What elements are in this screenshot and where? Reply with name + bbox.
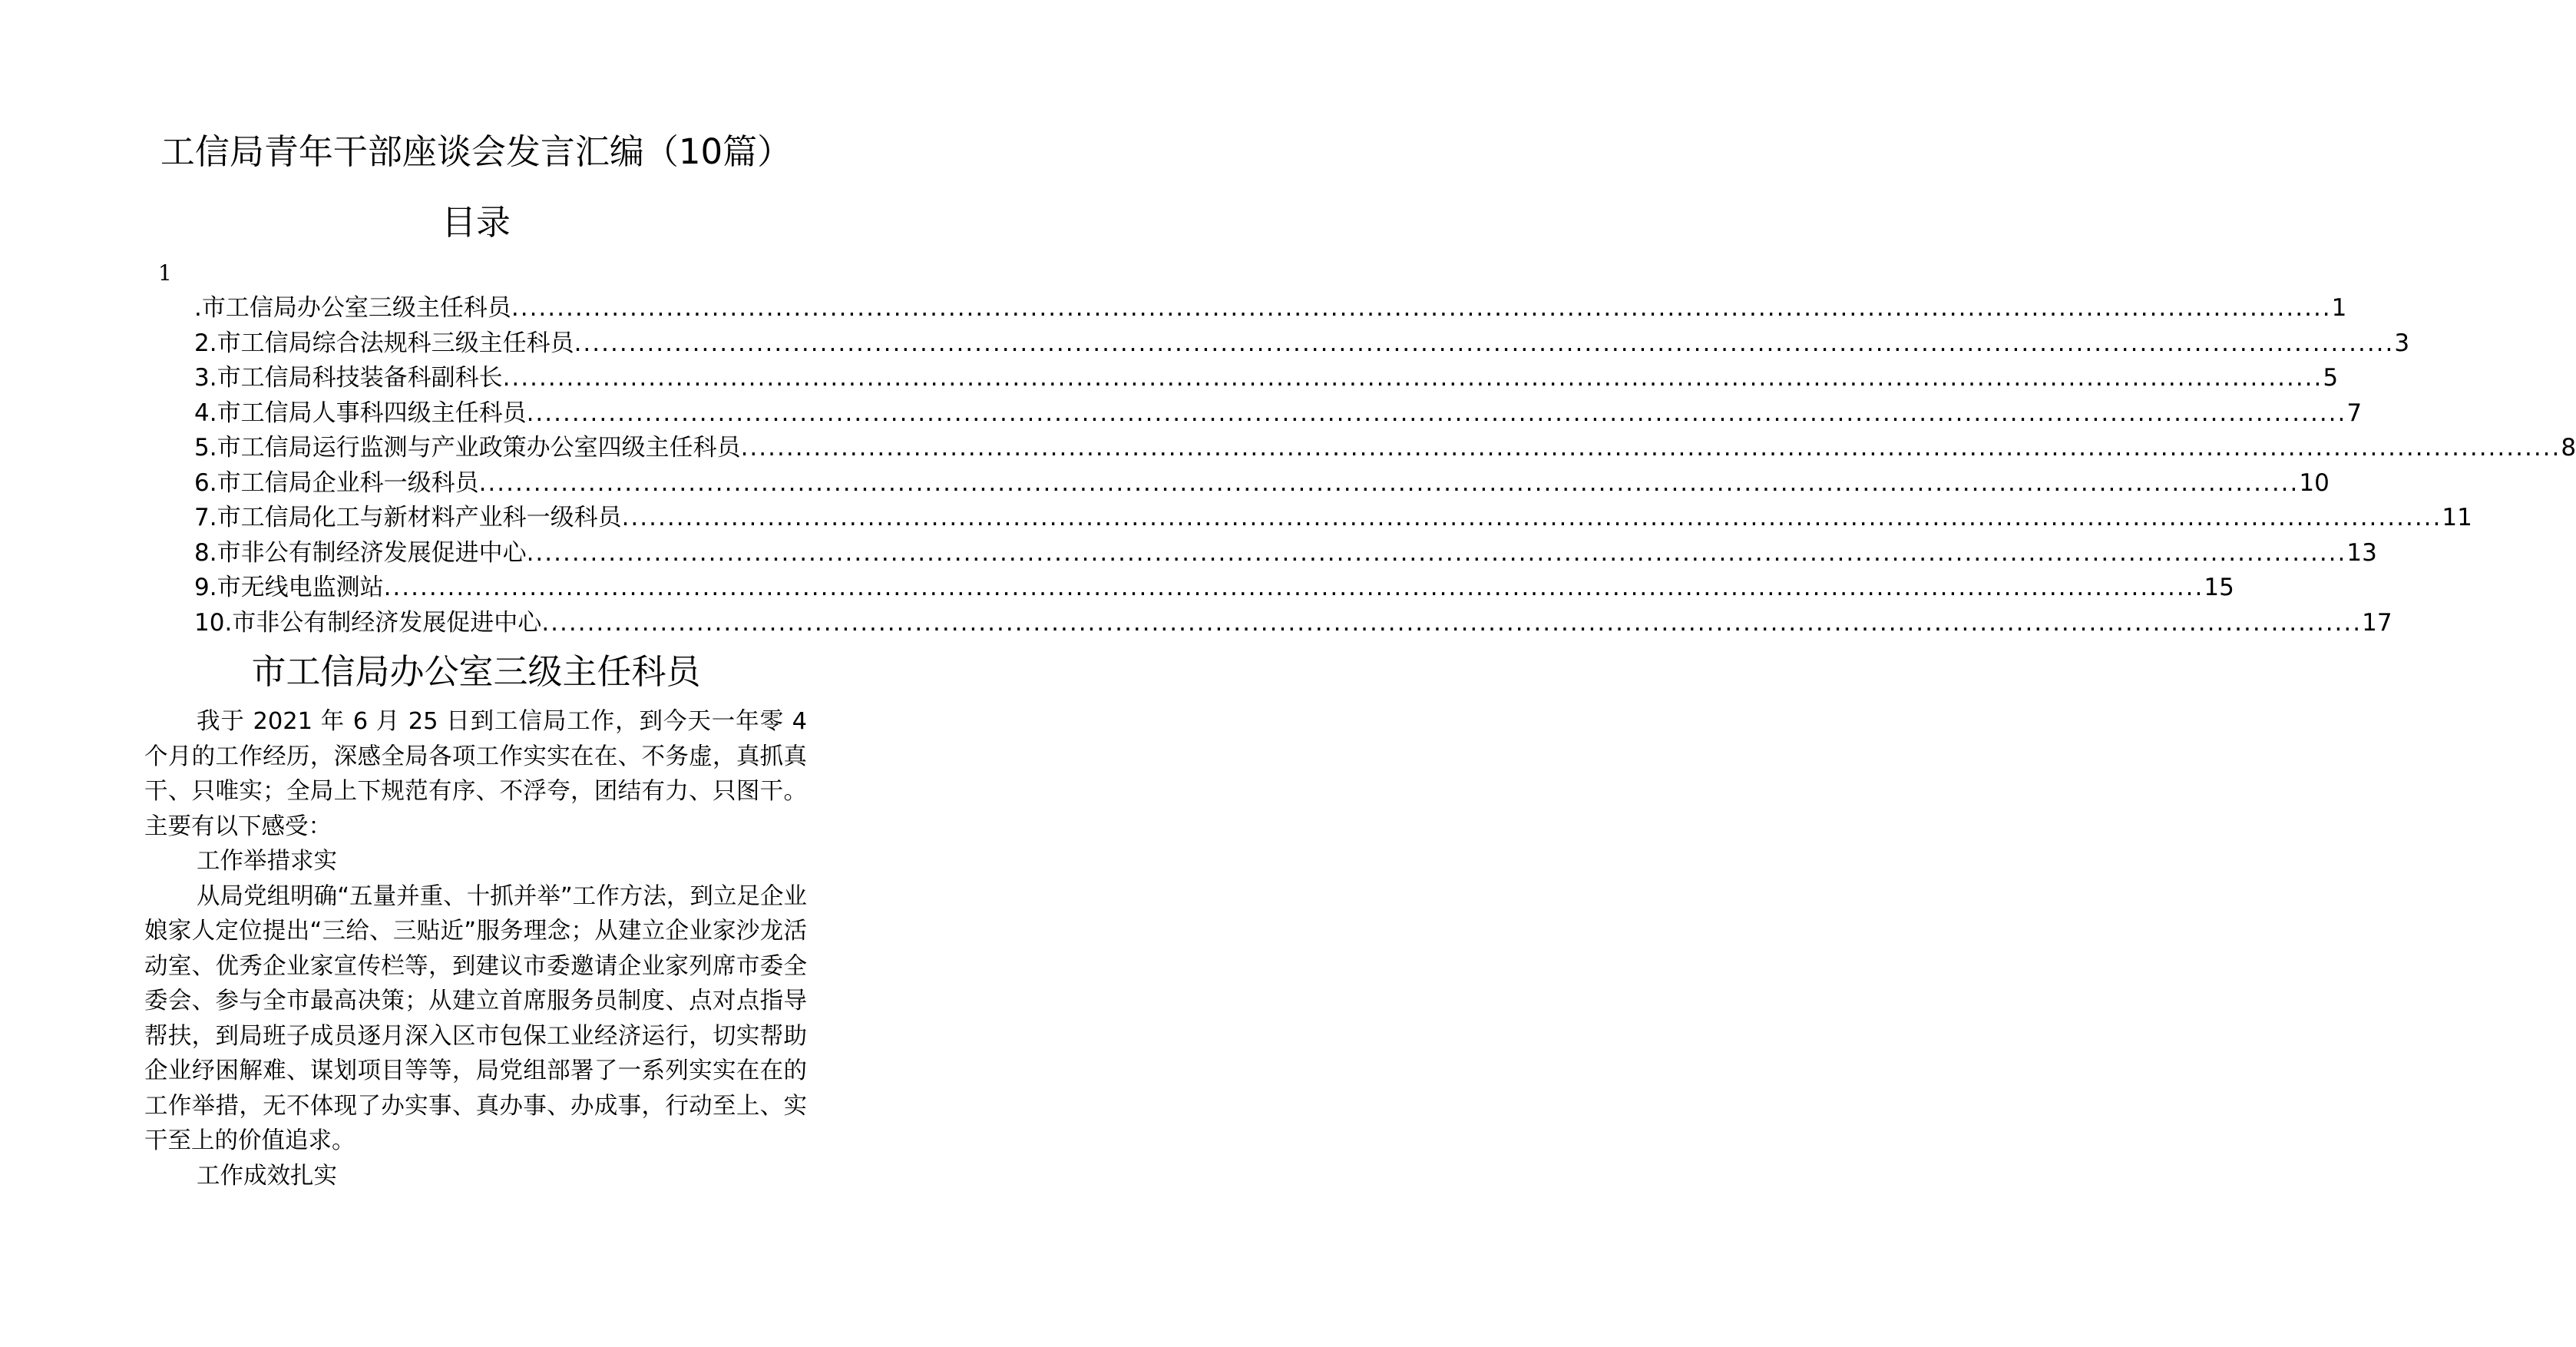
- toc-entry-page: 13: [2346, 538, 2377, 567]
- toc-heading: 目录: [441, 202, 511, 243]
- subheading: 工作举措求实: [197, 848, 337, 875]
- toc-entry-label: 8.市非公有制经济发展促进中心: [194, 538, 527, 567]
- toc-entry-label: 6.市工信局企业科一级科员: [194, 468, 479, 497]
- toc-entry[interactable]: [194, 571, 2234, 606]
- toc-entry[interactable]: [194, 396, 2363, 432]
- toc-marker: 1: [158, 260, 172, 286]
- body-text: [144, 704, 807, 1193]
- toc-entry[interactable]: [194, 291, 2347, 326]
- toc-dot-leader: ........................................................................................................................................................................................................: [526, 399, 2347, 427]
- subheading: 工作成效扎实: [197, 1162, 337, 1190]
- toc-entry-page: 7: [2346, 399, 2363, 427]
- toc-entry-label: .市工信局办公室三级主任科员: [194, 294, 511, 322]
- toc-entry-page: 10: [2299, 468, 2330, 497]
- toc-entry-label: 7.市工信局化工与新材料产业科一级科员: [194, 504, 622, 531]
- toc-entry[interactable]: [194, 431, 2576, 466]
- toc-dot-leader: ........................................................................................................................................................................................................: [511, 294, 2332, 322]
- toc-dot-leader: ........................................................................................................................................................................................................: [621, 504, 2442, 531]
- toc-entry-label: 2.市工信局综合法规科三级主任科员: [194, 329, 574, 357]
- toc-entry-label: 5.市工信局运行监测与产业政策办公室四级主任科员: [194, 434, 741, 462]
- toc-entry[interactable]: [194, 501, 2472, 536]
- toc-dot-leader: ........................................................................................................................................................................................................: [502, 364, 2323, 392]
- toc-dot-leader: ........................................................................................................................................................................................................: [574, 329, 2395, 357]
- toc-entry-label: 9.市无线电监测站: [194, 574, 384, 601]
- toc-entry-page: 3: [2394, 329, 2410, 357]
- table-of-contents: [194, 291, 2576, 640]
- toc-dot-leader: ........................................................................................................................................................................................................: [526, 538, 2347, 567]
- toc-entry-page: 15: [2204, 574, 2234, 601]
- toc-dot-leader: ........................................................................................................................................................................................................: [478, 468, 2300, 497]
- paragraph: 从局党组明确“五量并重、十抓并举”工作方法，到立足企业娘家人定位提出“三给、三贴近”服务理念；从建立企业家沙龙活动室、优秀企业家宣传栏等，到建议市委邀请企业家列席市委全委会、参与全市最高决策；从建立首席服务员制度、点对点指导帮扶，到局班子成员逐月深入区市包保工业经济运行，切实帮助企业纾困解难、谋划项目等等，局党组部署了一系列实实在在的工作举措，无不体现了办实事、真办事、办成事，行动至上、实干至上的价值追求。: [144, 882, 807, 1154]
- toc-entry-label: 3.市工信局科技装备科副科长: [194, 364, 503, 392]
- toc-entry-label: 4.市工信局人事科四级主任科员: [194, 399, 527, 427]
- toc-entry-page: 17: [2362, 608, 2392, 637]
- toc-dot-leader: ........................................................................................................................................................................................................: [541, 608, 2363, 637]
- document-title: 工信局青年干部座谈会发言汇编（10篇）: [160, 131, 792, 172]
- paragraph: 我于 2021 年 6 月 25 日到工信局工作，到今天一年零 4 个月的工作经历，深感全局各项工作实实在在、不务虚，真抓真干、只唯实；全局上下规范有序、不浮夸，团结有力、只图干。主要有以下感受：: [144, 708, 807, 840]
- toc-entry-label: 10.市非公有制经济发展促进中心: [194, 608, 542, 637]
- toc-entry[interactable]: [194, 326, 2410, 362]
- section-title: 市工信局办公室三级主任科员: [251, 651, 701, 692]
- toc-entry[interactable]: [194, 466, 2330, 501]
- toc-entry-page: 5: [2323, 364, 2339, 392]
- toc-dot-leader: ........................................................................................................................................................................................................: [383, 574, 2204, 601]
- toc-entry-page: 11: [2442, 504, 2472, 531]
- toc-entry-page: 8: [2561, 434, 2576, 462]
- toc-entry[interactable]: [194, 361, 2339, 396]
- toc-entry[interactable]: [194, 606, 2392, 641]
- toc-entry-page: 1: [2331, 294, 2347, 322]
- toc-entry[interactable]: [194, 536, 2377, 571]
- toc-dot-leader: ........................................................................................................................................................................................................: [740, 434, 2561, 462]
